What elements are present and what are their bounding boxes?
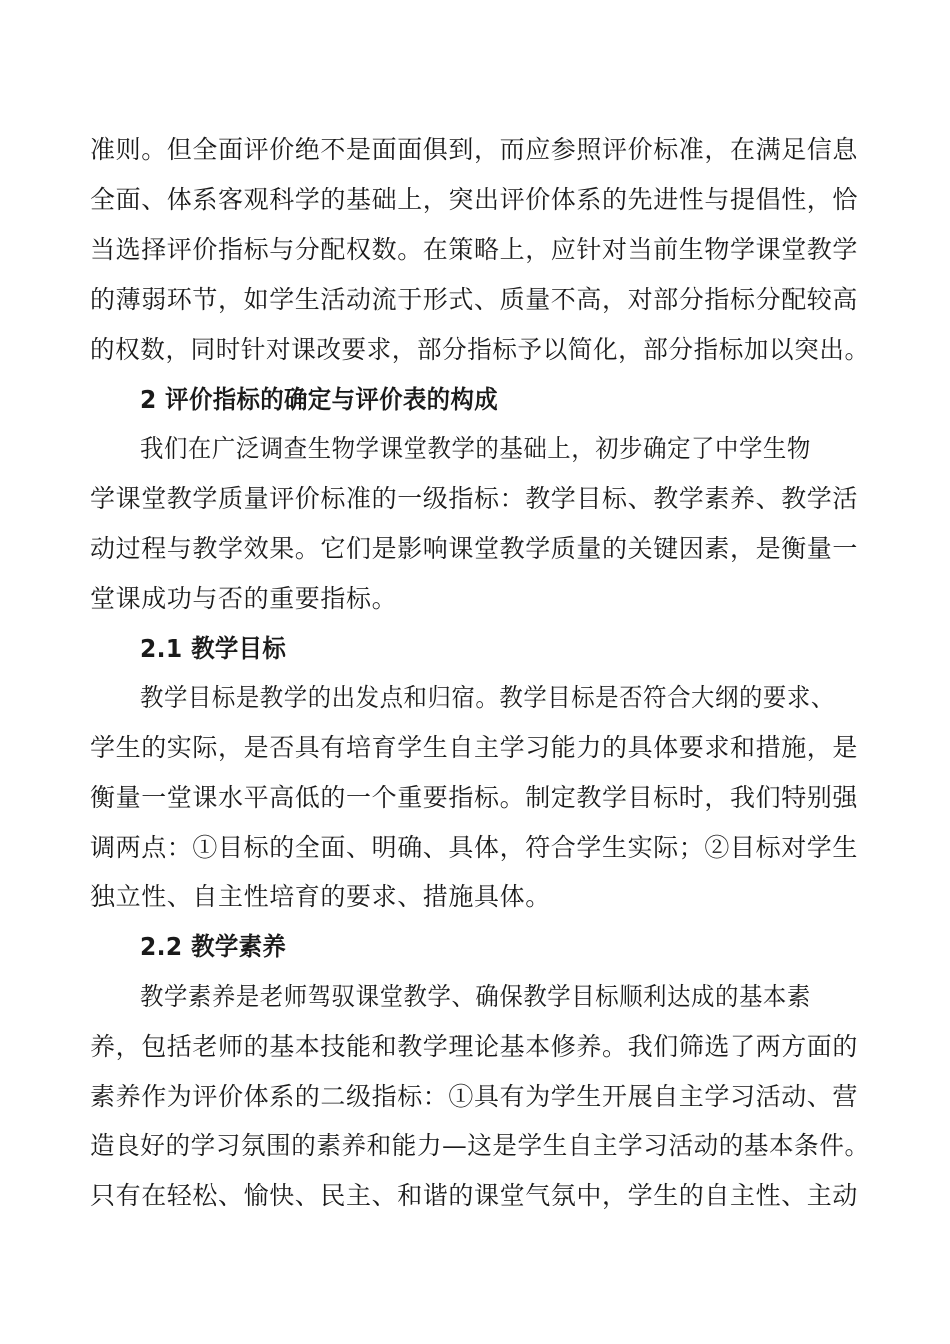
paragraph-line: 造良好的学习氛围的素养和能力—这是学生自主学习活动的基本条件。: [90, 1131, 870, 1160]
paragraph-line: 独立性、自主性培育的要求、措施具体。: [90, 882, 551, 911]
paragraph-line: 只有在轻松、愉快、民主、和谐的课堂气氛中，学生的自主性、主动: [90, 1181, 859, 1210]
paragraph-line: 教学目标是教学的出发点和归宿。教学目标是否符合大纲的要求、: [140, 683, 835, 712]
paragraph-line: 素养作为评价体系的二级指标：①具有为学生开展自主学习活动、营: [90, 1082, 859, 1111]
paragraph-line: 堂课成功与否的重要指标。: [90, 584, 398, 613]
paragraph-line: 的薄弱环节，如学生活动流于形式、质量不高，对部分指标分配较高: [90, 285, 859, 314]
subsection-heading: 2.2 教学素养: [140, 932, 287, 961]
paragraph-line: 养，包括老师的基本技能和教学理论基本修养。我们筛选了两方面的: [90, 1032, 859, 1061]
subsection-heading: 2.1 教学目标: [140, 634, 287, 663]
paragraph-line: 当选择评价指标与分配权数。在策略上，应针对当前生物学课堂教学: [90, 235, 859, 264]
paragraph-line: 衡量一堂课水平高低的一个重要指标。制定教学目标时，我们特别强: [90, 783, 859, 812]
paragraph-line: 教学素养是老师驾驭课堂教学、确保教学目标顺利达成的基本素: [140, 982, 811, 1011]
paragraph-line: 动过程与教学效果。它们是影响课堂教学质量的关键因素，是衡量一: [90, 534, 859, 563]
paragraph-line: 调两点：①目标的全面、明确、具体，符合学生实际；②目标对学生: [90, 833, 859, 862]
paragraph-line: 全面、体系客观科学的基础上，突出评价体系的先进性与提倡性，恰: [90, 185, 859, 214]
paragraph-line: 学生的实际，是否具有培育学生自主学习能力的具体要求和措施，是: [90, 733, 859, 762]
paragraph-line: 准则。但全面评价绝不是面面俱到，而应参照评价标准，在满足信息: [90, 135, 859, 164]
section-heading: 2 评价指标的确定与评价表的构成: [140, 385, 498, 414]
paragraph-line: 学课堂教学质量评价标准的一级指标：教学目标、教学素养、教学活: [90, 484, 859, 513]
paragraph-line: 我们在广泛调查生物学课堂教学的基础上，初步确定了中学生物: [140, 434, 811, 463]
paragraph-line: 的权数，同时针对课改要求，部分指标予以简化，部分指标加以突出。: [90, 335, 870, 364]
